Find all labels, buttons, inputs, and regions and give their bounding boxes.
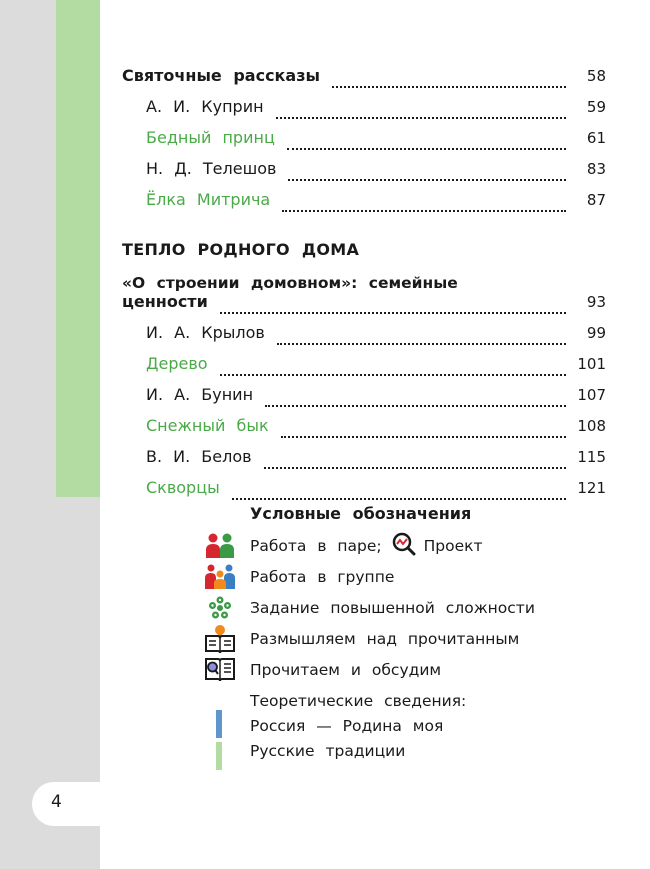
toc-page: 115 [577, 448, 606, 466]
page-number-tab [32, 782, 100, 826]
toc-page: 99 [586, 324, 606, 342]
toc-title: ценности [122, 292, 208, 311]
toc-page: 87 [586, 191, 606, 209]
toc-page: 101 [577, 355, 606, 373]
reflect-reading-icon [203, 625, 237, 653]
toc-page: 83 [586, 160, 606, 178]
theory-item-traditions: Русские традиции [250, 742, 406, 760]
dot-leader [287, 148, 566, 150]
toc-row-group[interactable] [122, 292, 606, 323]
dot-leader [281, 436, 566, 438]
legend-label: Работа в паре; [250, 536, 382, 555]
dot-leader [220, 374, 566, 376]
read-discuss-icon [203, 656, 237, 684]
toc-title: И. А. Крылов [146, 323, 265, 342]
theory-item-russia: Россия — Родина моя [250, 717, 444, 735]
legend-title: Условные обозначения [250, 504, 472, 523]
toc-title: В. И. Белов [146, 447, 252, 466]
toc-page: 93 [586, 293, 606, 311]
group-work-icon [203, 563, 237, 591]
green-bar-marker [216, 742, 222, 770]
dot-leader [282, 210, 566, 212]
dot-leader [264, 467, 566, 469]
legend-item [203, 592, 583, 623]
toc-page: 108 [577, 417, 606, 435]
page-number: 4 [51, 792, 62, 812]
toc-title: Ёлка Митрича [146, 190, 271, 209]
toc-row-author[interactable] [122, 159, 606, 190]
toc-row-group[interactable] [122, 66, 606, 97]
toc-row-author[interactable] [122, 323, 606, 354]
toc-page: 121 [577, 479, 606, 497]
toc-page: 61 [586, 129, 606, 147]
toc-title: Снежный бык [146, 416, 269, 435]
legend-item [203, 654, 583, 685]
toc-row-author[interactable] [122, 447, 606, 478]
legend-item [203, 561, 583, 592]
toc-row-work[interactable] [122, 416, 606, 447]
legend-label: Размышляем над прочитанным [250, 629, 520, 648]
pair-work-icon [203, 532, 237, 560]
advanced-task-icon [203, 594, 237, 622]
toc-row-author[interactable] [122, 385, 606, 416]
legend-label: Проект [423, 536, 483, 555]
legend-label: Работа в группе [250, 567, 395, 586]
dot-leader [265, 405, 566, 407]
toc-title: Дерево [146, 354, 208, 373]
dot-leader [332, 86, 566, 88]
toc-title: И. А. Бунин [146, 385, 254, 404]
blue-bar-marker [216, 710, 222, 738]
toc-row-work[interactable] [122, 128, 606, 159]
toc-group-title-line1[interactable]: «О строении домовном»: семейные [122, 274, 458, 292]
dot-leader [277, 343, 566, 345]
toc-row-work[interactable] [122, 190, 606, 221]
legend-item [203, 623, 583, 654]
legend [203, 504, 583, 764]
toc-title: Святочные рассказы [122, 66, 320, 85]
section-color-stripe [56, 0, 100, 497]
table-of-contents [122, 66, 606, 509]
toc-title: Н. Д. Телешов [146, 159, 277, 178]
toc-row-work[interactable] [122, 354, 606, 385]
dot-leader [232, 498, 566, 500]
project-icon [392, 532, 416, 560]
dot-leader [220, 312, 566, 314]
toc-page: 107 [577, 386, 606, 404]
toc-title: Скворцы [146, 478, 220, 497]
toc-title: Бедный принц [146, 128, 275, 147]
toc-title: А. И. Куприн [146, 97, 264, 116]
toc-page: 58 [586, 67, 606, 85]
dot-leader [276, 117, 566, 119]
toc-row-author[interactable] [122, 97, 606, 128]
legend-label: Прочитаем и обсудим [250, 660, 442, 679]
legend-label: Задание повышенной сложности [250, 598, 535, 617]
legend-item [203, 530, 583, 561]
toc-page: 59 [586, 98, 606, 116]
theory-title: Теоретические сведения: [250, 692, 467, 710]
dot-leader [288, 179, 566, 181]
section-heading: ТЕПЛО РОДНОГО ДОМА [122, 240, 360, 259]
